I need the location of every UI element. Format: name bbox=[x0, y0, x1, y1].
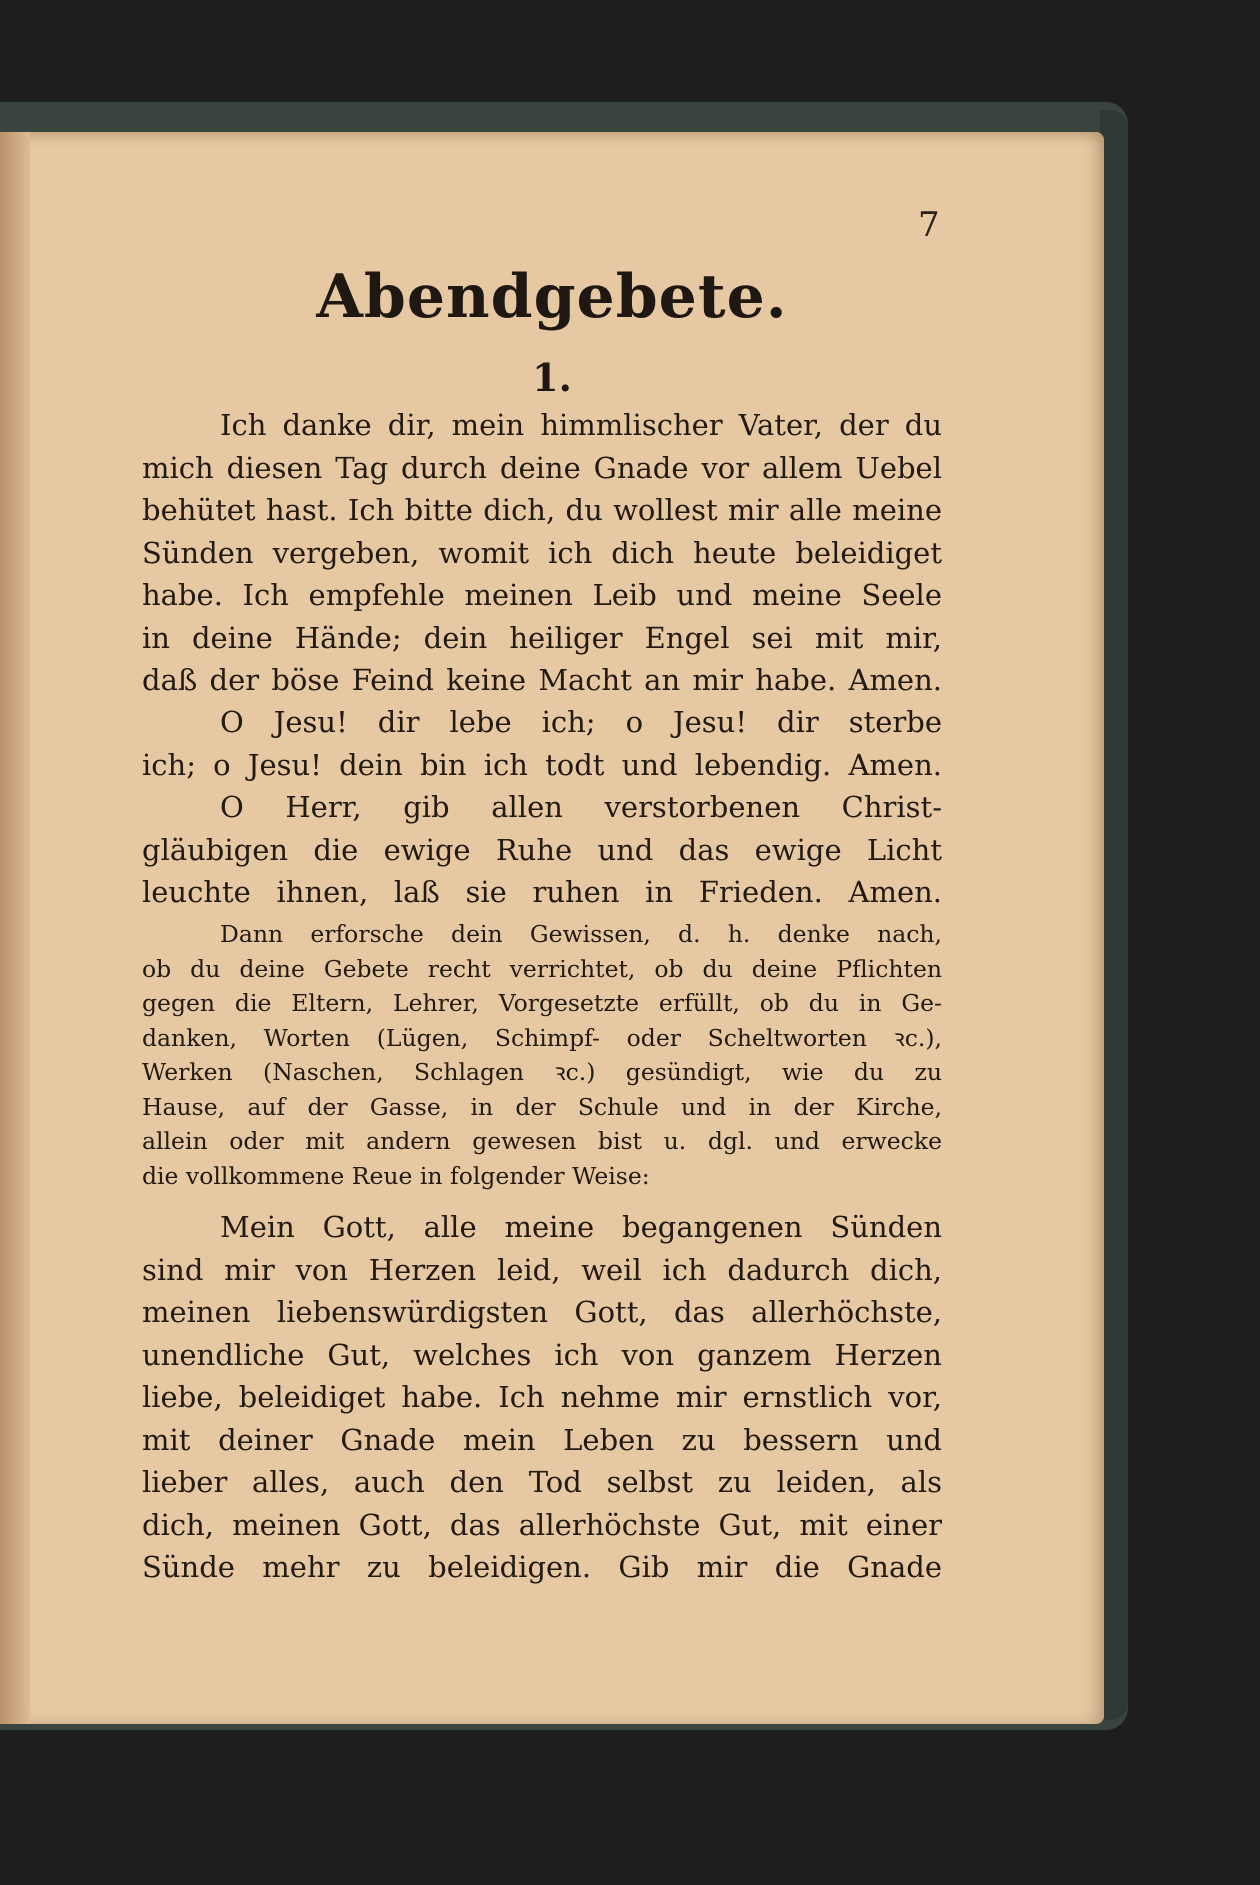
text-line: Sünden vergeben, womit ich dich heute beleidiget bbox=[142, 535, 942, 570]
text-line: O Jesu! dir lebe ich; o Jesu! dir sterbe bbox=[220, 705, 942, 739]
prayer-paragraph-3 bbox=[142, 786, 942, 914]
instruction-paragraph bbox=[142, 917, 942, 1193]
text-line: gläubigen die ewige Ruhe und das ewige Licht bbox=[142, 832, 942, 867]
text-line: mit deiner Gnade mein Leben zu bessern und bbox=[142, 1422, 942, 1457]
section-number: 1. bbox=[532, 355, 572, 400]
prayer-paragraph-4 bbox=[142, 1206, 942, 1589]
text-line: habe. Ich empfehle meinen Leib und meine Seele bbox=[142, 578, 942, 612]
prayer-paragraph-2 bbox=[142, 701, 942, 786]
text-line: Werken (Naschen, Schlagen ꝛc.) gesündigt, wie du zu bbox=[142, 1058, 942, 1086]
prayer-paragraph-1 bbox=[142, 404, 942, 702]
text-line: sind mir von Herzen leid, weil ich dadurch dich, bbox=[142, 1252, 942, 1287]
cover-edge bbox=[1100, 110, 1128, 1720]
text-line: Sünde mehr zu beleidigen. Gib mir die Gnade bbox=[142, 1550, 942, 1584]
text-line: gegen die Eltern, Lehrer, Vorgesetzte erfüllt, ob du in Ge- bbox=[142, 989, 942, 1017]
text-line: Ich danke dir, mein himmlischer Vater, der du bbox=[220, 408, 942, 442]
page-heading: Abendgebete. bbox=[316, 262, 788, 332]
text-line: O Herr, gib allen verstorbenen Christ- bbox=[220, 790, 942, 824]
text-line: ob du deine Gebete recht verrichtet, ob du deine Pflichten bbox=[142, 954, 942, 983]
text-line: daß der böse Feind keine Macht an mir habe. Amen. bbox=[142, 663, 942, 697]
text-line: danken, Worten (Lügen, Schimpf- oder Scheltworten ꝛc.), bbox=[142, 1023, 942, 1052]
text-line: meinen liebenswürdigsten Gott, das allerhöchste, bbox=[142, 1295, 942, 1329]
text-line: Dann erforsche dein Gewissen, d. h. denke nach, bbox=[220, 920, 942, 948]
text-line: behütet hast. Ich bitte dich, du wollest mir alle meine bbox=[142, 493, 942, 527]
text-line: Hause, auf der Gasse, in der Schule und in der Kirche, bbox=[142, 1092, 942, 1121]
text-line: leuchte ihnen, laß sie ruhen in Frieden. Amen. bbox=[142, 875, 942, 909]
text-line: in deine Hände; dein heiliger Engel sei mit mir, bbox=[142, 620, 942, 655]
page-number: 7 bbox=[918, 205, 940, 245]
text-line: mich diesen Tag durch deine Gnade vor allem Uebel bbox=[142, 450, 942, 485]
text-line: die vollkommene Reue in folgender Weise: bbox=[142, 1161, 650, 1190]
text-line: liebe, beleidiget habe. Ich nehme mir ernstlich vor, bbox=[142, 1380, 942, 1414]
text-line: lieber alles, auch den Tod selbst zu leiden, als bbox=[142, 1465, 942, 1499]
text-line: unendliche Gut, welches ich von ganzem Herzen bbox=[142, 1337, 942, 1372]
text-line: allein oder mit andern gewesen bist u. dgl. und erwecke bbox=[142, 1127, 942, 1155]
text-line: Mein Gott, alle meine begangenen Sünden bbox=[220, 1210, 942, 1244]
text-line: dich, meinen Gott, das allerhöchste Gut, mit einer bbox=[142, 1507, 942, 1542]
text-line: ich; o Jesu! dein bin ich todt und lebendig. Amen. bbox=[142, 747, 942, 782]
